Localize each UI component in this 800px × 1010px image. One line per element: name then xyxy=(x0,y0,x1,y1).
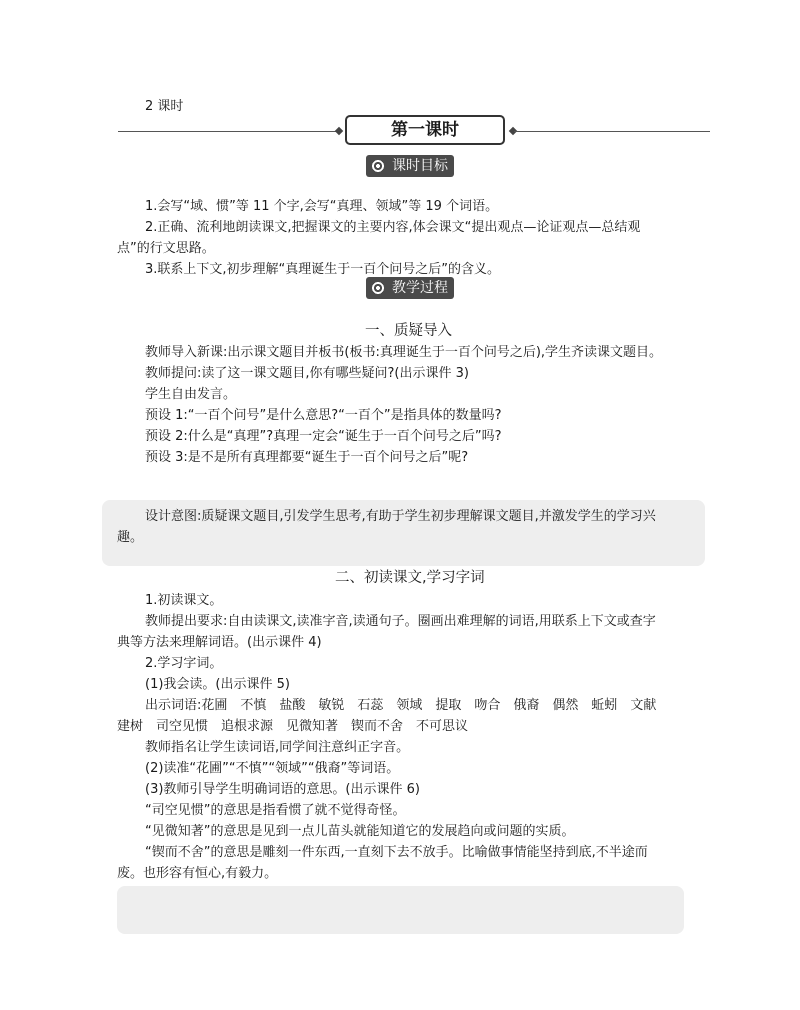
goals-badge-label: 课时目标 xyxy=(392,158,448,174)
section2-line: (3)教师引导学生明确词语的意思。(出示课件 6) xyxy=(145,782,420,797)
section2-line: “见微知著”的意思是见到一点儿苗头就能知道它的发展趋向或问题的实质。 xyxy=(145,824,575,839)
lesson-count: 2 课时 xyxy=(145,99,184,114)
goal-item-2-cont: 点”的行文思路。 xyxy=(117,241,215,256)
divider-diamond-left xyxy=(335,127,343,135)
target-icon xyxy=(370,158,386,174)
target-icon xyxy=(370,280,386,296)
goal-item-2: 2.正确、流利地朗读课文,把握课文的主要内容,体会课文“提出观点—论证观点—总结观 xyxy=(145,220,641,235)
section2-line: (1)我会读。(出示课件 5) xyxy=(145,677,290,692)
section2-line: 废。也形容有恒心,有毅力。 xyxy=(117,866,278,881)
design-note-line1: 设计意图:质疑课文题目,引发学生思考,有助于学生初步理解课文题目,并激发学生的学习兴 xyxy=(145,509,656,524)
design-note-box xyxy=(102,500,705,566)
goal-item-3: 3.联系上下文,初步理解“真理诞生于一百个问号之后”的含义。 xyxy=(145,262,501,277)
section1-line: 教师导入新课:出示课文题目并板书(板书:真理诞生于一百个问号之后),学生齐读课文题目。 xyxy=(145,345,663,360)
section2-line: 教师提出要求:自由读课文,读准字音,读通句子。圈画出难理解的词语,用联系上下文或查字 xyxy=(145,614,656,629)
goal-item-1: 1.会写“域、惯”等 11 个字,会写“真理、领域”等 19 个词语。 xyxy=(145,199,499,214)
word-list: 出示词语:花圃 不慎 盐酸 敏锐 石蕊 领域 提取 吻合 俄裔 偶然 蚯蚓 文献 xyxy=(145,698,657,713)
design-note-line2: 趣。 xyxy=(117,530,144,545)
word-list-cont: 建树 司空见惯 追根求源 见微知著 锲而不舍 不可思议 xyxy=(117,719,469,734)
section1-line: 预设 3:是不是所有真理都要“诞生于一百个问号之后”呢? xyxy=(145,450,469,465)
goals-badge xyxy=(366,155,454,177)
section2-line: 教师指名让学生读词语,同学间注意纠正字音。 xyxy=(145,740,410,755)
header-divider-right xyxy=(514,131,710,132)
process-badge xyxy=(366,277,454,299)
section2-line: 典等方法来理解词语。(出示课件 4) xyxy=(117,635,322,650)
empty-note-box xyxy=(117,886,684,934)
header-divider-left xyxy=(118,131,340,132)
section2-line: “司空见惯”的意思是指看惯了就不觉得奇怪。 xyxy=(145,803,406,818)
section1-line: 学生自由发言。 xyxy=(145,387,237,402)
section-title-1: 一、质疑导入 xyxy=(365,323,452,339)
section1-line: 教师提问:读了这一课文题目,你有哪些疑问?(出示课件 3) xyxy=(145,366,469,381)
section1-line: 预设 1:“一百个问号”是什么意思?“一百个”是指具体的数量吗? xyxy=(145,408,502,423)
section2-line: 2.学习字词。 xyxy=(145,656,223,671)
section2-line: 1.初读课文。 xyxy=(145,593,223,608)
section-title-2: 二、初读课文,学习字词 xyxy=(335,570,485,586)
section2-line: “锲而不舍”的意思是雕刻一件东西,一直刻下去不放手。比喻做事情能坚持到底,不半途而 xyxy=(145,845,648,860)
section2-line: (2)读准“花圃”“不慎”“领域”“俄裔”等词语。 xyxy=(145,761,400,776)
lesson-title: 第一课时 xyxy=(345,115,505,145)
section1-line: 预设 2:什么是“真理”?真理一定会“诞生于一百个问号之后”吗? xyxy=(145,429,502,444)
process-badge-label: 教学过程 xyxy=(392,280,448,296)
